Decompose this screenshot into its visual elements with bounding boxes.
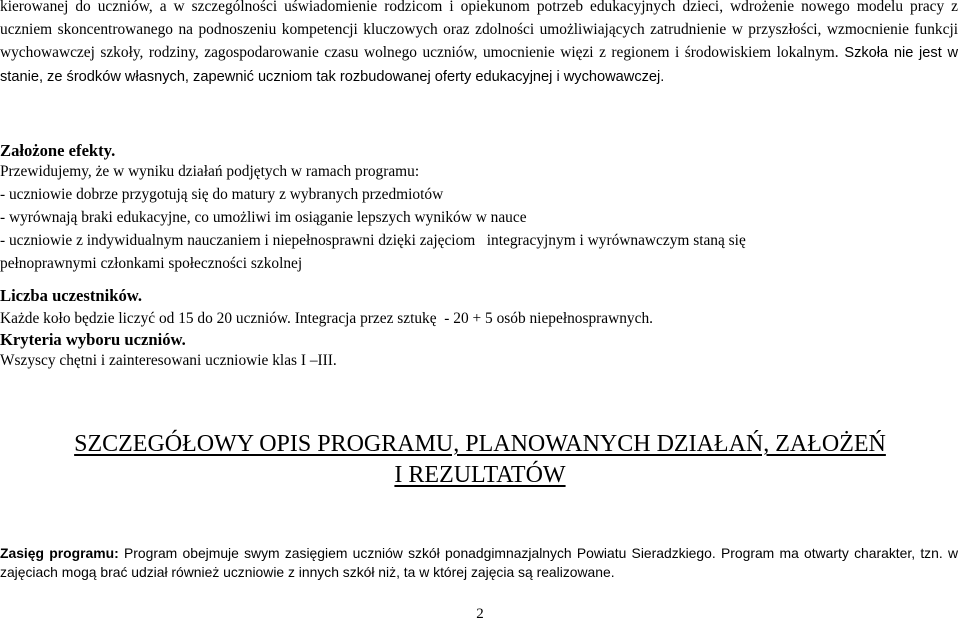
scope-paragraph	[0, 544, 958, 582]
scope-label: Zasięg programu:	[0, 545, 119, 561]
participants-heading: Liczba uczestników.	[0, 286, 142, 305]
intro-paragraph	[0, 0, 958, 89]
effects-line: Przewidujemy, że w wyniku działań podjętych w ramach programu:	[0, 163, 420, 180]
page-number: 2	[476, 606, 484, 622]
scope-text: Program obejmuje swym zasięgiem uczniów szkół ponadgimnazjalnych Powiatu Sieradzkiego. Program ma otwarty charakter, tzn. w zajęciach mogą brać udział również uczniowie z innych szkół niż, ta w której zajęcia są realizowane.	[0, 545, 958, 580]
criteria-text: Wszyscy chętni i zainteresowani uczniowie klas I –III.	[0, 352, 337, 369]
section-title-line-1: SZCZEGÓŁOWY OPIS PROGRAMU, PLANOWANYCH DZIAŁAŃ, ZAŁOŻEŃ	[74, 431, 886, 457]
effects-heading: Założone efekty.	[0, 141, 116, 160]
participants-text: Każde koło będzie liczyć od 15 do 20 uczniów. Integracja przez sztukę - 20 + 5 osób niepełnosprawnych.	[0, 310, 654, 327]
effects-line: - uczniowie dobrze przygotują się do matury z wybranych przedmiotów	[0, 186, 444, 203]
intro-text-part-1: kierowanej do uczniów, a w szczególności uświadomienie rodzicom i opiekunom potrzeb edukacyjnych dzieci, wdrożenie nowego	[0, 0, 850, 15]
intro-text-part-2: modelu pracy z uczniem skoncentrowanego na podnoszeniu kompetencji kluczowych oraz zdolności umożliwiających zatrudnienie w przyszłości, wzmocnienie funkcji wychowawczej szkoły, rodziny, zagospodarowanie czasu wolnego uczniów, umocnienie więzi z regionem i środowiskiem lokalnym.	[0, 0, 958, 61]
intro-text-part-3: Szkoła nie jest w stanie, ze środków własnych, zapewnić uczniom tak rozbudowanej oferty edukacyjnej i wychowawczej.	[0, 45, 958, 85]
effects-line: pełnoprawnymi członkami społeczności szkolnej	[0, 255, 303, 272]
effects-line: - wyrównają braki edukacyjne, co umożliwi im osiąganie lepszych wyników w nauce	[0, 209, 527, 226]
criteria-heading: Kryteria wyboru uczniów.	[0, 330, 186, 349]
effects-line: - uczniowie z indywidualnym nauczaniem i niepełnosprawni dzięki zajęciom integracyjnym i wyrównawczym staną się	[0, 232, 746, 249]
section-title-line-2: I REZULTATÓW	[394, 462, 566, 488]
